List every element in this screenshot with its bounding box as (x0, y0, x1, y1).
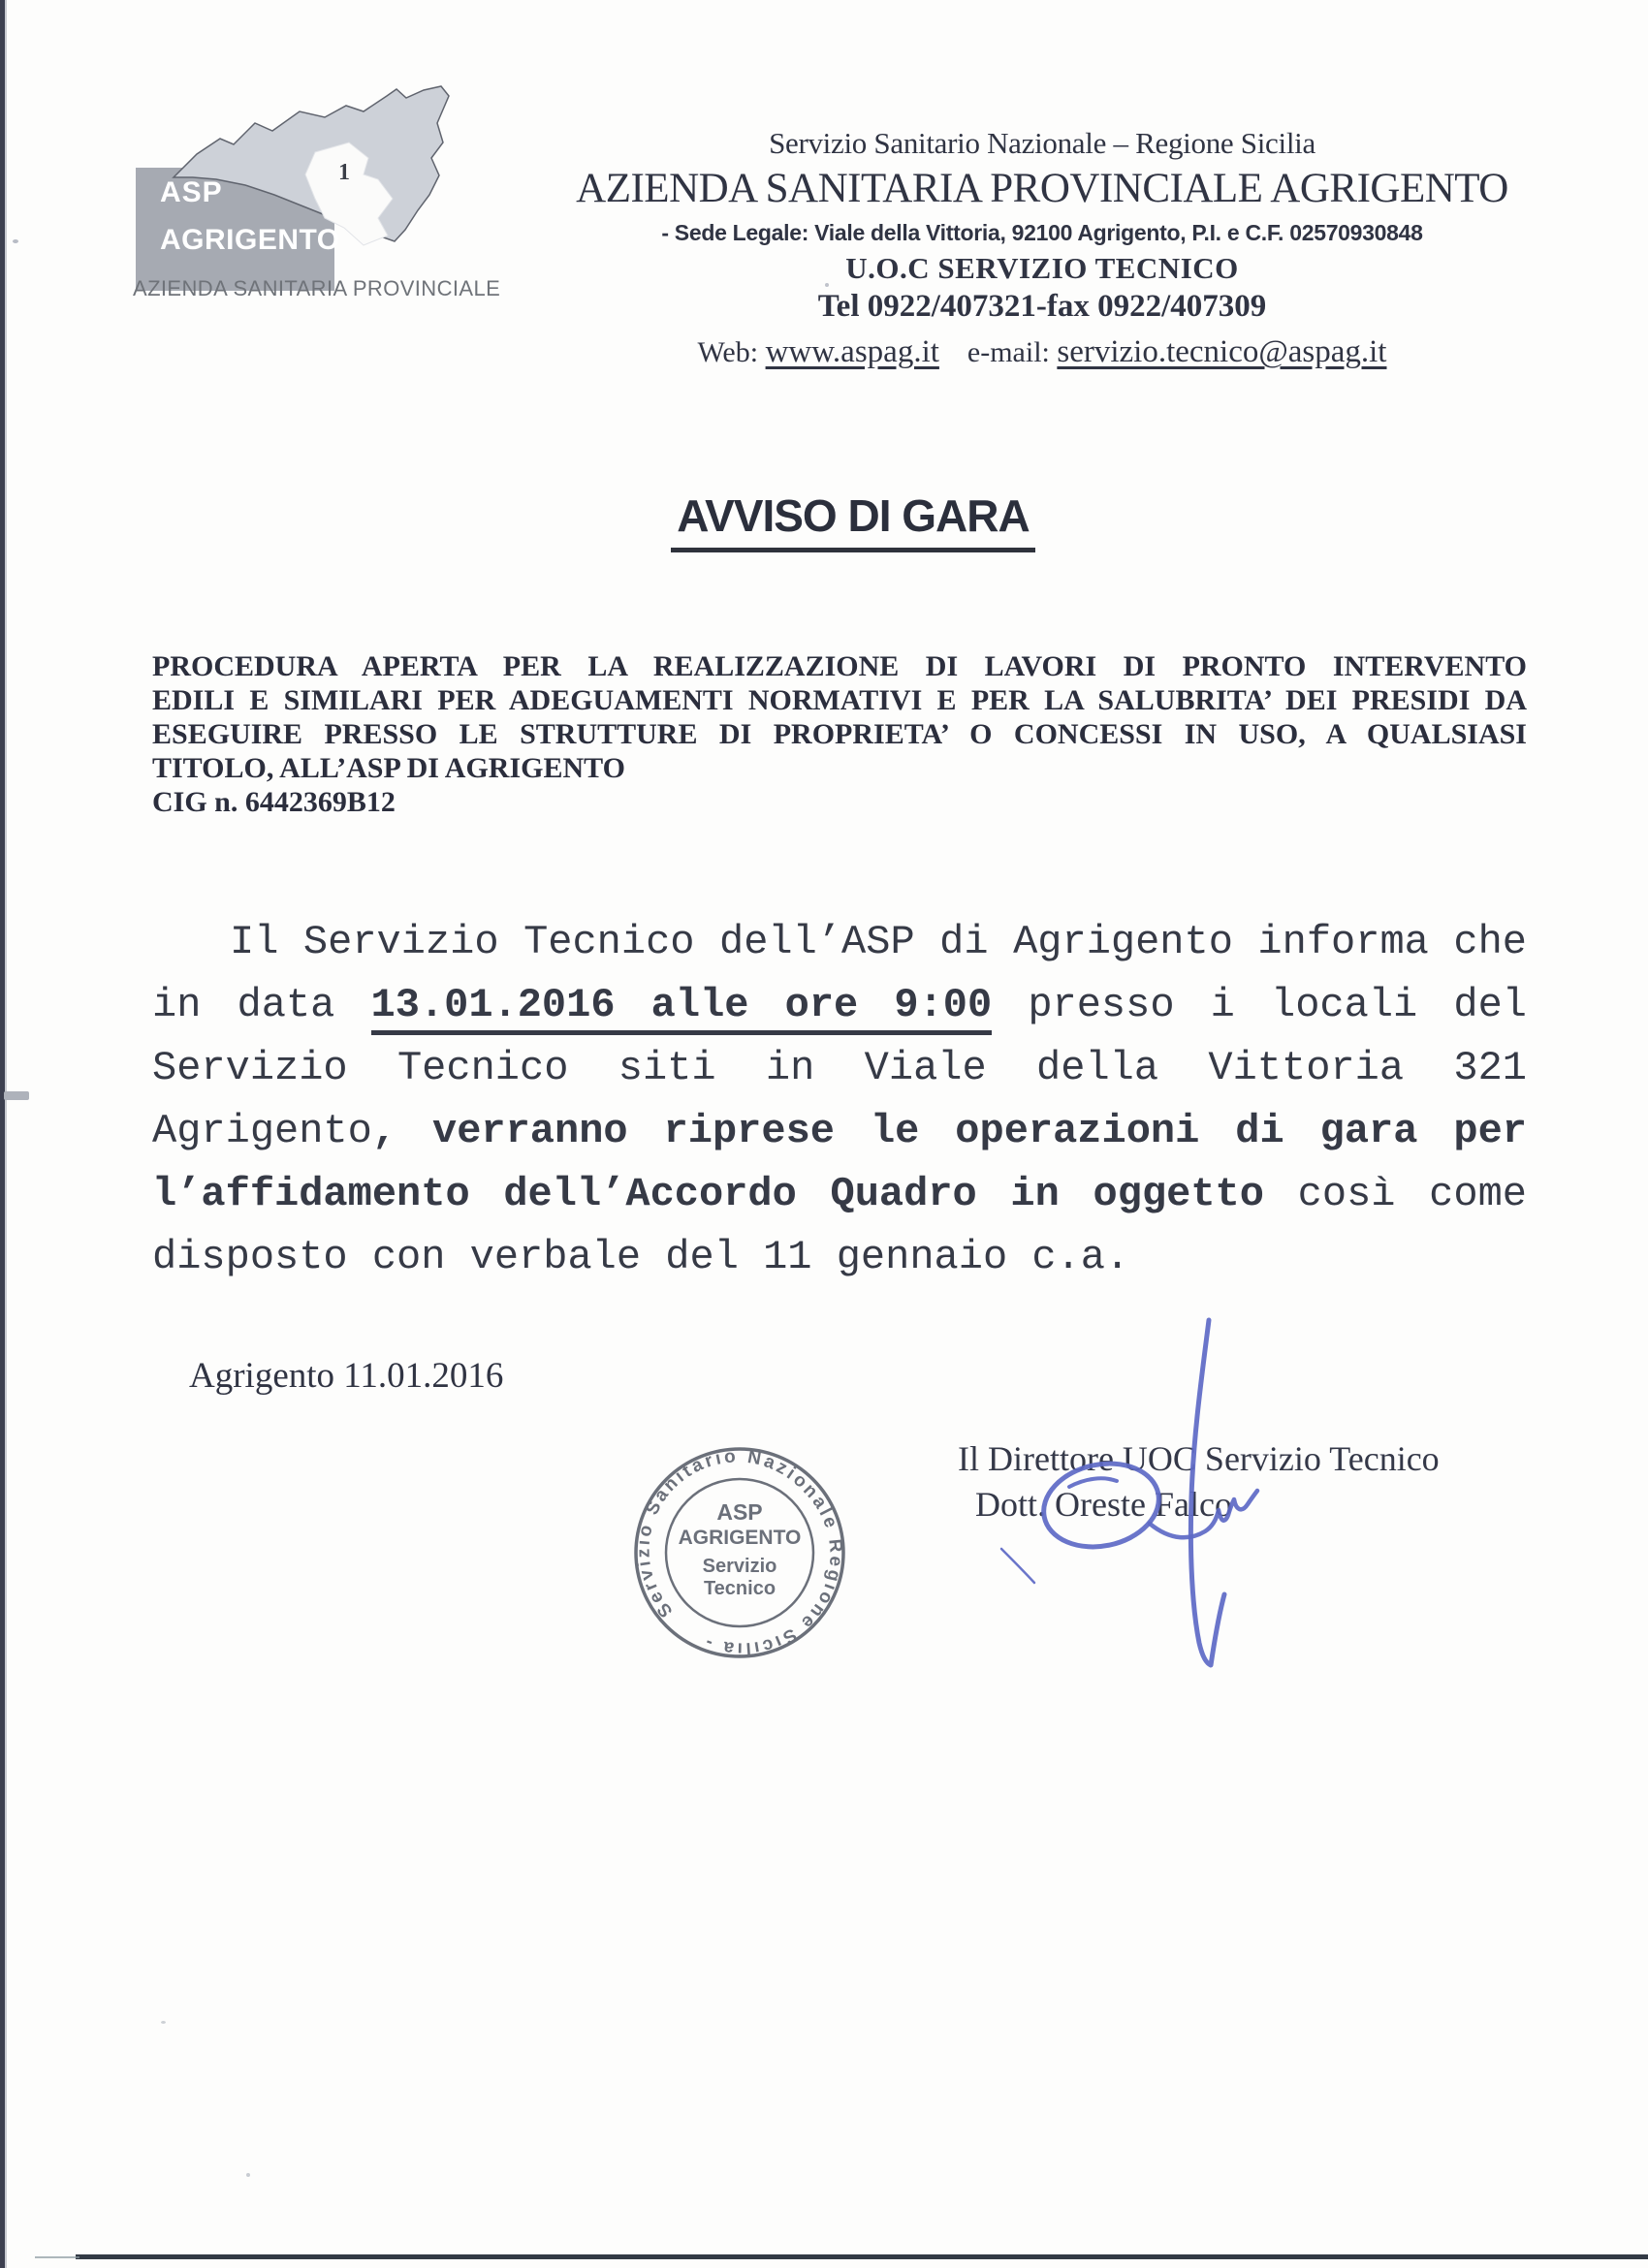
scan-speck (161, 2021, 166, 2024)
subject-line: EDILI E SIMILARI PER ADEGUAMENTI NORMATIVI E PER LA SALUBRITA’ DEI PRESIDI DA (152, 684, 1527, 716)
body-text-segment: Agrigento (152, 1108, 372, 1154)
district-number-label: 1 (338, 160, 350, 185)
body-line (152, 984, 1527, 1026)
body-text-segment: in data (152, 982, 371, 1028)
stamp-center-line: ASP (716, 1499, 763, 1525)
stamp-center-line: Servizio (702, 1556, 777, 1577)
letterhead (456, 126, 1629, 370)
signature-flourish (1150, 1491, 1257, 1537)
body-text-segment: 13.01.2016 alle ore 9:00 (371, 982, 993, 1035)
body-text-segment: Il Servizio Tecnico dell’ASP di Agrigento informa che (230, 919, 1527, 965)
body-text-segment: Servizio Tecnico siti in Viale della Vittoria 321 (152, 1045, 1527, 1091)
body-text-segment: così come (1263, 1171, 1527, 1217)
logo-caption: AZIENDA SANITARIA PROVINCIALE (133, 276, 501, 300)
place-date-line: Agrigento 11.01.2016 (189, 1356, 504, 1396)
website-url: www.aspag.it (765, 334, 939, 369)
logo-asp-text: ASP (160, 176, 223, 208)
email-label: e-mail: (967, 336, 1050, 368)
service-line: Servizio Sanitario Nazionale – Regione Sicilia (769, 126, 1315, 160)
scan-edge-bottom-shadow (35, 2256, 79, 2258)
office-stamp (628, 1446, 851, 1669)
title-row (0, 489, 1648, 552)
scan-mark (4, 1091, 29, 1100)
subject-line: CIG n. 6442369B12 (152, 786, 396, 818)
logo-city-text: AGRIGENTO (160, 224, 340, 256)
asp-agrigento-logo (131, 82, 501, 315)
signature-inner-dash (1069, 1478, 1117, 1487)
sicily-map-icon (170, 82, 460, 262)
body-text-segment: presso i locali del (992, 982, 1527, 1028)
stamp-center-line: Tecnico (703, 1578, 776, 1599)
legal-address: - Sede Legale: Viale della Vittoria, 92100 Agrigento, P.I. e C.F. 02570930848 (661, 220, 1423, 245)
signer-name: Dott. Oreste Falco (975, 1485, 1232, 1524)
phone-fax-line: Tel 0922/407321-fax 0922/407309 (817, 289, 1267, 324)
email-address: servizio.tecnico@aspag.it (1057, 334, 1387, 369)
signature-faint-stroke (1001, 1549, 1034, 1583)
unit-name: U.O.C SERVIZIO TECNICO (845, 251, 1239, 285)
body-text-segment: disposto con verbale del 11 gennaio c.a. (152, 1234, 1130, 1280)
handwritten-signature (969, 1299, 1289, 1686)
scan-speck (246, 2173, 250, 2177)
body-line (152, 1236, 1527, 1278)
body-paragraph (152, 921, 1527, 1299)
body-text-segment: l’affidamento dell’Accordo Quadro in oggetto (152, 1171, 1264, 1217)
signature-loop (1036, 1453, 1167, 1557)
body-line (152, 921, 1527, 963)
subject-paragraph (152, 649, 1527, 819)
scan-edge-left-shadow (5, 0, 7, 2268)
stamp-ring-text: Servizio Sanitario Nazionale Regione Sicilia - (633, 1446, 846, 1659)
signature-stroke-vertical (1190, 1320, 1224, 1665)
scan-edge-bottom (76, 2254, 1648, 2259)
signer-role: Il Direttore UOC Servizio Tecnico (958, 1439, 1440, 1478)
body-line (152, 1110, 1527, 1152)
subject-line: PROCEDURA APERTA PER LA REALIZZAZIONE DI LAVORI DI PRONTO INTERVENTO (152, 650, 1527, 682)
body-line (152, 1173, 1527, 1215)
subject-line: ESEGUIRE PRESSO LE STRUTTURE DI PROPRIETA’ O CONCESSI IN USO, A QUALSIASI (152, 718, 1527, 750)
body-text-segment: , verranno riprese le operazioni di gara per (371, 1108, 1527, 1154)
stamp-center-line: AGRIGENTO (678, 1527, 802, 1549)
document-title: AVVISO DI GARA (671, 489, 1034, 552)
web-label: Web: (697, 336, 759, 368)
body-line (152, 1047, 1527, 1089)
organization-name: AZIENDA SANITARIA PROVINCIALE AGRIGENTO (576, 166, 1508, 211)
scan-speck (13, 239, 18, 243)
web-email-line (456, 334, 1629, 370)
subject-line: TITOLO, ALL’ASP DI AGRIGENTO (152, 752, 625, 784)
